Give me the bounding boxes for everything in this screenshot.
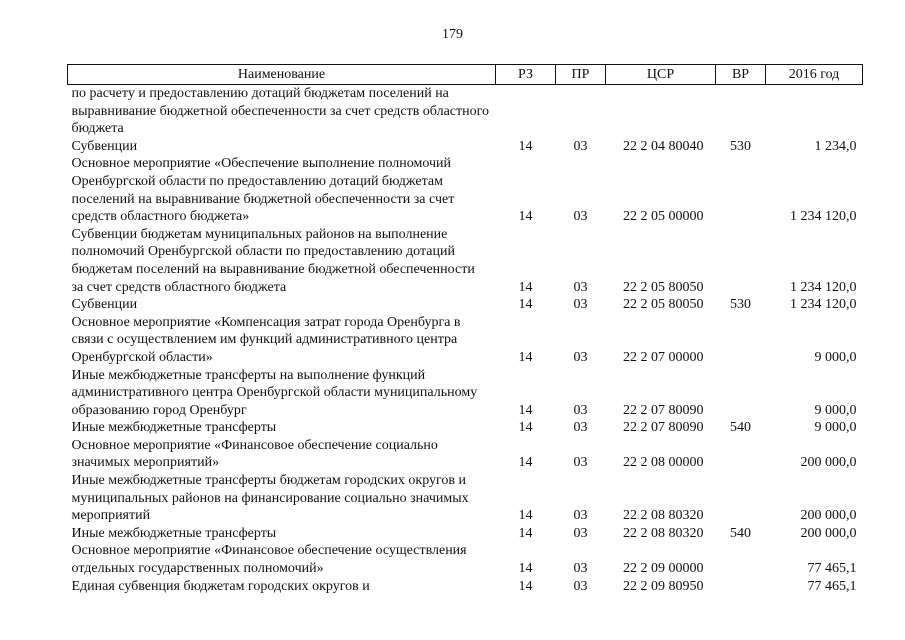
row-rz <box>496 85 556 138</box>
row-pr: 03 <box>573 297 588 313</box>
table-row <box>68 85 863 138</box>
row-name: Основное мероприятие «Компенсация затрат города Оренбурга в связи с осуществлением им функций административного центра Оренбургской области» <box>71 314 461 365</box>
page-number: 179 <box>442 27 463 42</box>
header-vr: ВР <box>716 65 766 85</box>
table-row <box>68 367 863 420</box>
row-amount: 1 234 120,0 <box>790 297 857 313</box>
row-pr: 03 <box>573 138 588 154</box>
row-amount: 200 000,0 <box>800 455 857 471</box>
row-csr: 22 2 05 00000 <box>623 209 704 225</box>
table-row <box>68 437 863 472</box>
row-csr: 22 2 07 00000 <box>623 349 704 365</box>
row-csr <box>606 85 716 138</box>
table-header-row <box>68 65 863 85</box>
row-amount: 9 000,0 <box>814 349 857 365</box>
row-name: Иные межбюджетные трансферты на выполнение функций административного центра Оренбургской области муниципальному образованию город Оренбург <box>71 367 478 418</box>
row-vr <box>716 437 766 472</box>
table-row <box>68 314 863 367</box>
row-pr: 03 <box>573 578 588 594</box>
row-name: Субвенции <box>71 297 138 313</box>
row-vr <box>716 226 766 296</box>
row-csr: 22 2 08 00000 <box>623 455 704 471</box>
row-rz: 14 <box>518 508 533 524</box>
row-vr <box>716 367 766 420</box>
table-row <box>68 296 863 314</box>
row-pr: 03 <box>573 402 588 418</box>
row-name: Единая субвенция бюджетам городских округов и <box>71 578 370 594</box>
row-name: Основное мероприятие «Финансовое обеспечение осуществления отдельных государственных полномочий» <box>71 543 467 577</box>
header-pr: ПР <box>556 65 606 85</box>
row-rz: 14 <box>518 297 533 313</box>
row-csr: 22 2 07 80090 <box>623 402 704 418</box>
table-row <box>68 472 863 525</box>
row-pr: 03 <box>573 508 588 524</box>
row-name: Основное мероприятие «Финансовое обеспечение социально значимых мероприятий» <box>71 437 438 471</box>
table-body <box>68 85 863 596</box>
row-amount: 9 000,0 <box>814 420 857 436</box>
row-rz: 14 <box>518 525 533 541</box>
row-pr: 03 <box>573 420 588 436</box>
table-row <box>68 525 863 543</box>
row-vr: 540 <box>730 420 751 436</box>
table-row <box>68 226 863 296</box>
table-row <box>68 419 863 437</box>
row-amount: 1 234 120,0 <box>790 279 857 295</box>
row-amount: 77 465,1 <box>807 561 857 577</box>
row-vr: 530 <box>730 297 751 313</box>
row-pr <box>556 85 606 138</box>
row-amount: 1 234,0 <box>814 138 857 154</box>
row-pr: 03 <box>573 455 588 471</box>
row-name: по расчету и предоставлению дотаций бюджетам поселений на выравнивание бюджетной обеспеченности за счет средств областного бюджета <box>71 86 489 137</box>
row-amount: 200 000,0 <box>800 508 857 524</box>
row-csr: 22 2 09 00000 <box>623 561 704 577</box>
row-name: Субвенции бюджетам муниципальных районов на выполнение полномочий Оренбургской области по предоставлению дотаций бюджетам поселений на выравнивание бюджетной обеспеченности за счет средств областного бюджета <box>71 226 475 295</box>
header-name: Наименование <box>68 65 496 85</box>
row-csr: 22 2 05 80050 <box>623 279 704 295</box>
row-csr: 22 2 08 80320 <box>623 508 704 524</box>
row-pr: 03 <box>573 561 588 577</box>
header-csr: ЦСР <box>606 65 716 85</box>
row-csr: 22 2 07 80090 <box>623 420 704 436</box>
row-name: Иные межбюджетные трансферты бюджетам городских округов и муниципальных районов на финансирование социально значимых мероприятий <box>71 473 469 524</box>
row-pr: 03 <box>573 349 588 365</box>
header-rz: РЗ <box>496 65 556 85</box>
row-vr <box>716 578 766 596</box>
row-name: Субвенции <box>71 138 138 154</box>
row-rz: 14 <box>518 349 533 365</box>
row-rz: 14 <box>518 279 533 295</box>
table-row <box>68 542 863 577</box>
table-row <box>68 578 863 596</box>
row-name: Иные межбюджетные трансферты <box>71 525 277 541</box>
row-vr <box>716 314 766 367</box>
table-row <box>68 138 863 156</box>
row-rz: 14 <box>518 209 533 225</box>
row-amount <box>766 85 863 138</box>
row-amount: 200 000,0 <box>800 525 857 541</box>
row-vr <box>716 85 766 138</box>
row-rz: 14 <box>518 578 533 594</box>
budget-table <box>67 64 863 595</box>
row-vr <box>716 155 766 225</box>
row-vr: 540 <box>730 525 751 541</box>
row-csr: 22 2 05 80050 <box>623 297 704 313</box>
row-csr: 22 2 08 80320 <box>623 525 704 541</box>
row-pr: 03 <box>573 279 588 295</box>
table-row <box>68 155 863 225</box>
row-csr: 22 2 09 80950 <box>623 578 704 594</box>
header-year: 2016 год <box>766 65 863 85</box>
row-rz: 14 <box>518 420 533 436</box>
row-rz: 14 <box>518 455 533 471</box>
row-amount: 1 234 120,0 <box>790 209 857 225</box>
row-name: Иные межбюджетные трансферты <box>71 420 277 436</box>
row-rz: 14 <box>518 402 533 418</box>
row-rz: 14 <box>518 138 533 154</box>
row-amount: 9 000,0 <box>814 402 857 418</box>
row-pr: 03 <box>573 209 588 225</box>
row-amount: 77 465,1 <box>807 578 857 594</box>
row-rz: 14 <box>518 561 533 577</box>
row-vr: 530 <box>730 138 751 154</box>
row-vr <box>716 472 766 525</box>
row-name: Основное мероприятие «Обеспечение выполнение полномочий Оренбургской области по предоставлению дотаций бюджетам поселений на выравнивание бюджетной обеспеченности за счет средств областного бюджета» <box>71 156 455 225</box>
row-csr: 22 2 04 80040 <box>623 138 704 154</box>
row-vr <box>716 542 766 577</box>
row-pr: 03 <box>573 525 588 541</box>
